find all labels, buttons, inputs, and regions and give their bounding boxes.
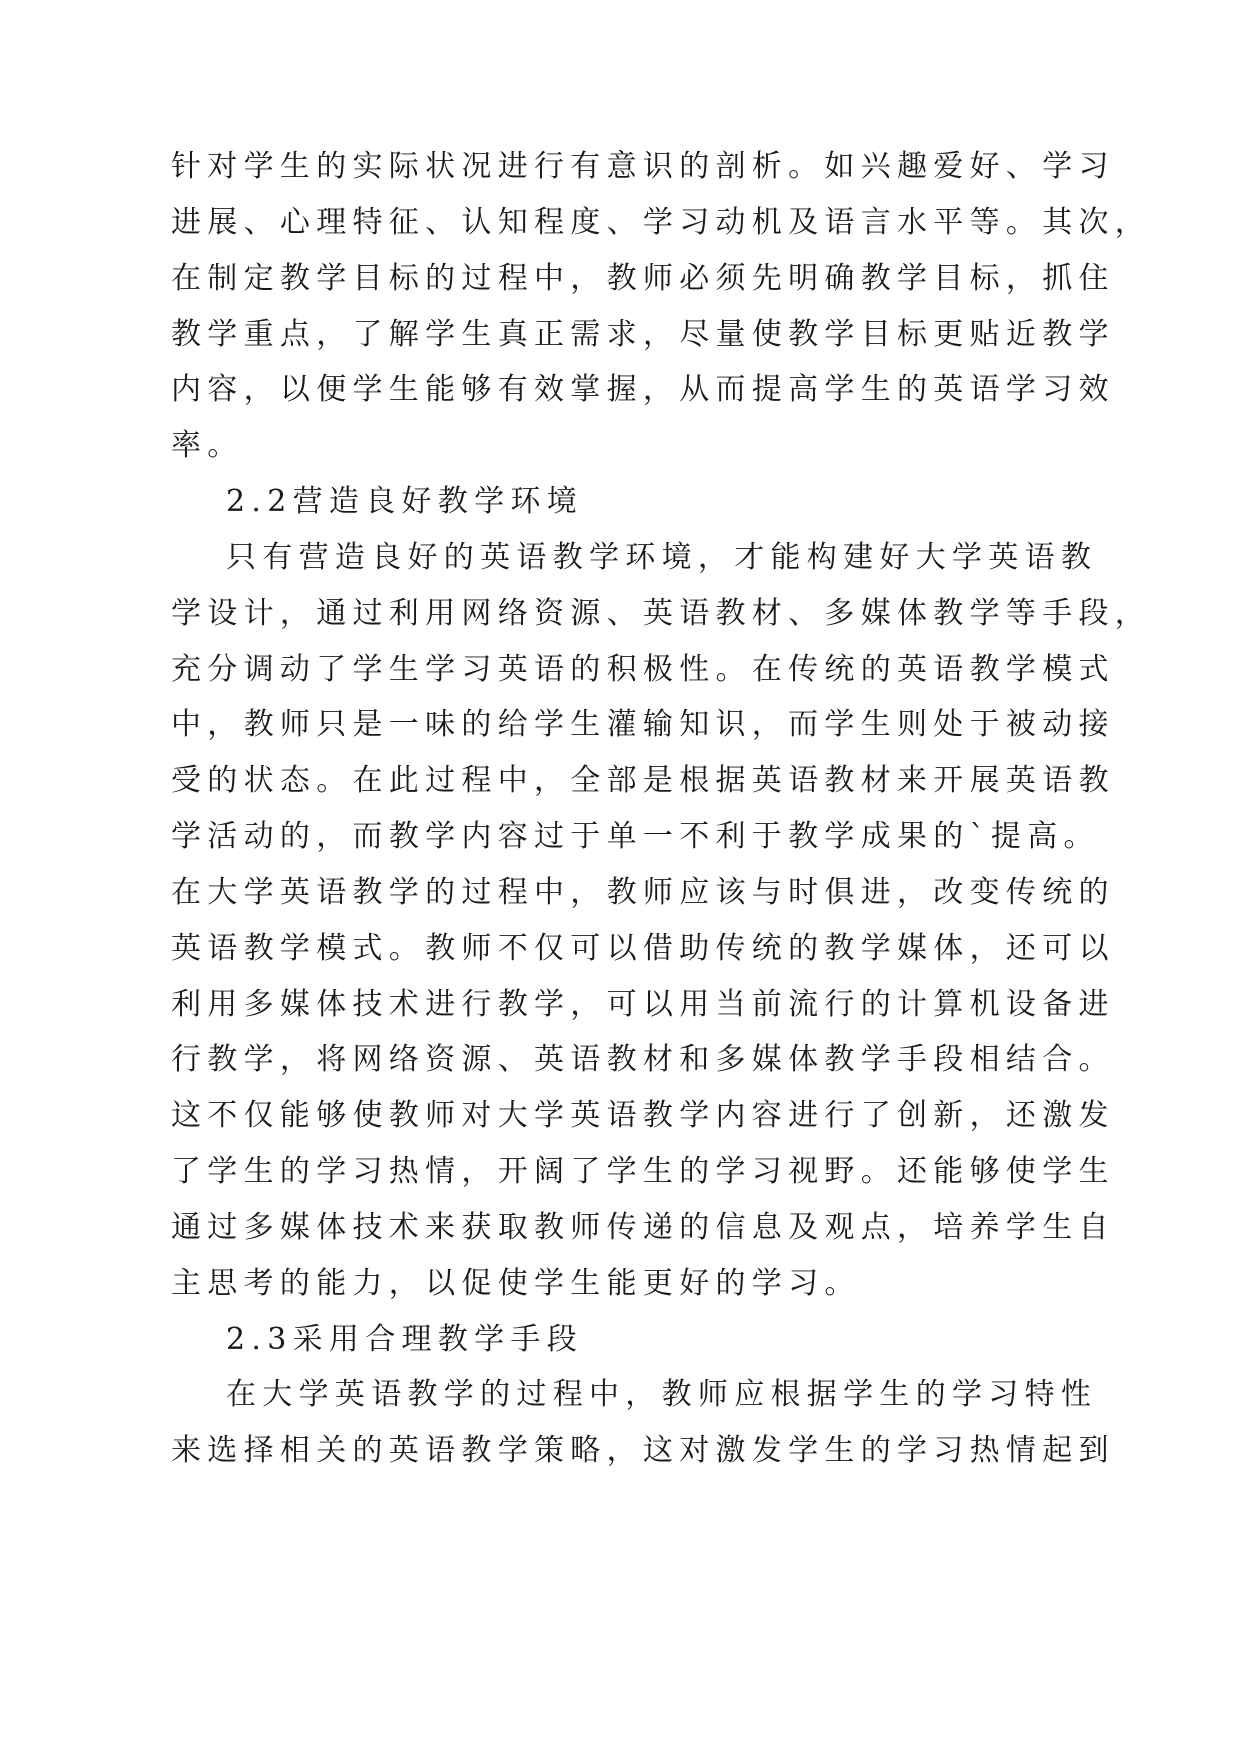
body-text-line: 中，教师只是一味的给学生灌输知识，而学生则处于被动接: [171, 707, 1115, 742]
body-text-line: 率。: [171, 428, 244, 463]
body-text-line: 行教学，将网络资源、英语教材和多媒体教学手段相结合。: [171, 1042, 1115, 1077]
body-text-line: 通过多媒体技术来获取教师传递的信息及观点，培养学生自: [171, 1210, 1115, 1245]
section-heading-2-3: 2.3采用合理教学手段: [226, 1322, 584, 1357]
body-text-line: 充分调动了学生学习英语的积极性。在传统的英语教学模式: [171, 652, 1115, 687]
body-text-line: 学活动的，而教学内容过于单一不利于教学成果的`提高。: [171, 819, 1100, 854]
body-text-line: 在制定教学目标的过程中，教师必须先明确教学目标，抓住: [171, 261, 1115, 296]
body-text-line: 利用多媒体技术进行教学，可以用当前流行的计算机设备进: [171, 987, 1115, 1022]
body-text-line: 教学重点，了解学生真正需求，尽量使教学目标更贴近教学: [171, 317, 1115, 352]
body-text-line: 英语教学模式。教师不仅可以借助传统的教学媒体，还可以: [171, 931, 1115, 966]
section-heading-2-2: 2.2营造良好教学环境: [226, 484, 584, 519]
body-text-line: 这不仅能够使教师对大学英语教学内容进行了创新，还激发: [171, 1098, 1115, 1133]
body-text-line: 进展、心理特征、认知程度、学习动机及语言水平等。其次，: [171, 205, 1152, 240]
body-text-line: 受的状态。在此过程中，全部是根据英语教材来开展英语教: [171, 763, 1115, 798]
body-text-line: 了学生的学习热情，开阔了学生的学习视野。还能够使学生: [171, 1154, 1115, 1189]
body-text-line: 主思考的能力，以促使学生能更好的学习。: [171, 1266, 861, 1301]
body-text-line: 在大学英语教学的过程中，教师应该与时俱进，改变传统的: [171, 875, 1115, 910]
paragraph-first-line: 只有营造良好的英语教学环境，才能构建好大学英语教: [226, 540, 1098, 575]
body-text-line: 来选择相关的英语教学策略，这对激发学生的学习热情起到: [171, 1433, 1115, 1468]
body-text-line: 针对学生的实际状况进行有意识的剖析。如兴趣爱好、学习: [171, 149, 1115, 184]
body-text-line: 内容，以便学生能够有效掌握，从而提高学生的英语学习效: [171, 372, 1115, 407]
paragraph-first-line: 在大学英语教学的过程中，教师应根据学生的学习特性: [226, 1377, 1098, 1412]
body-text-line: 学设计，通过利用网络资源、英语教材、多媒体教学等手段，: [171, 596, 1152, 631]
